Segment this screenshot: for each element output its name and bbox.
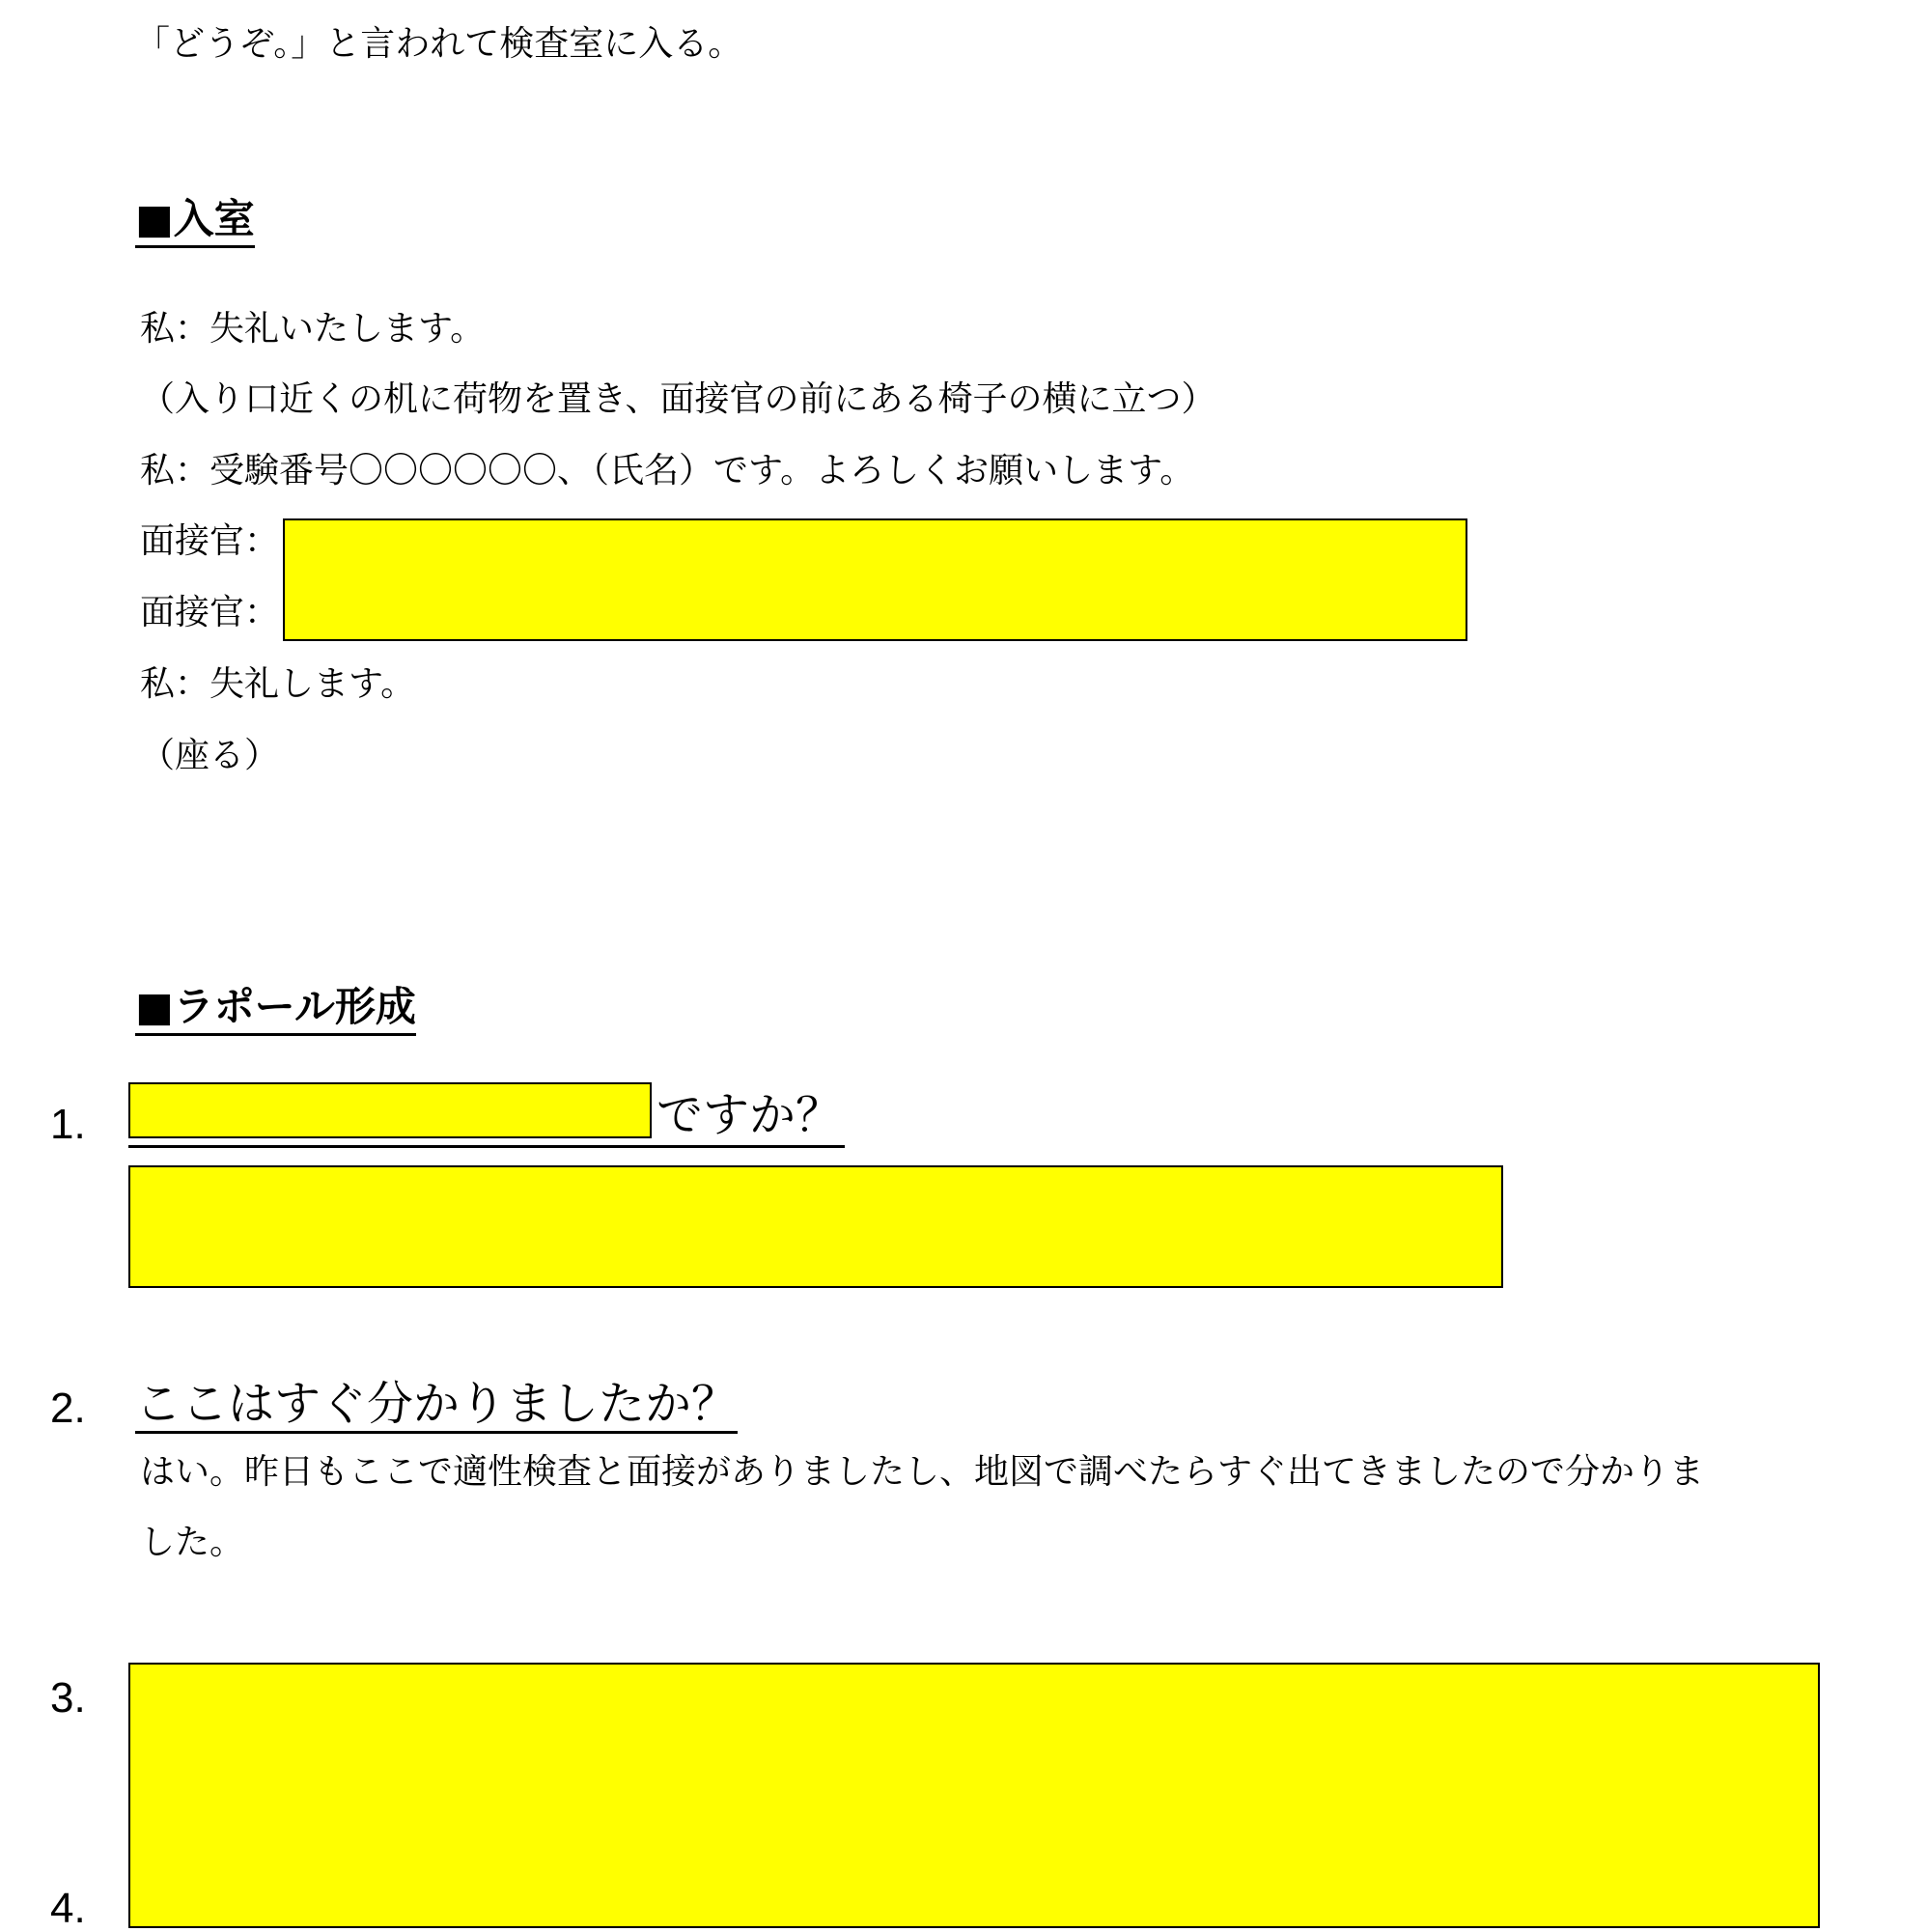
dialogue-line: 私：受験番号〇〇〇〇〇〇、（氏名）です。よろしくお願いします。 [140, 451, 1195, 490]
dialogue-line: （座る） [140, 736, 280, 775]
list-number: 2. [50, 1385, 86, 1432]
dialogue-line: 私：失礼いたします。 [140, 309, 486, 349]
redaction-box [283, 518, 1467, 641]
redaction-box [128, 1082, 652, 1138]
answer-text: はい。昨日もここで適性検査と面接がありましたし、地図で調べたらすぐ出てきましたので分かりま [140, 1452, 1705, 1492]
question-text: ここはすぐ分かりましたか？ [135, 1381, 738, 1434]
interviewer-label: 面接官： [140, 593, 280, 632]
question-suffix: ですか？ [656, 1088, 843, 1142]
section-heading-entry: ■入室 [135, 199, 255, 248]
list-number: 3. [50, 1674, 86, 1722]
intro-line: 「どうぞ。」と言われて検査室に入る。 [135, 24, 743, 64]
list-number: 1. [50, 1101, 86, 1148]
dialogue-line: （入り口近くの机に荷物を置き、面接官の前にある椅子の横に立つ） [140, 379, 1216, 419]
redaction-box [128, 1165, 1503, 1288]
redaction-box [128, 1663, 1820, 1928]
list-number: 4. [50, 1885, 86, 1932]
dialogue-line: 私：失礼します。 [140, 664, 416, 704]
section-heading-rapport: ■ラポール形成 [135, 987, 416, 1036]
answer-text: した。 [140, 1523, 245, 1562]
interviewer-label: 面接官： [140, 521, 280, 561]
